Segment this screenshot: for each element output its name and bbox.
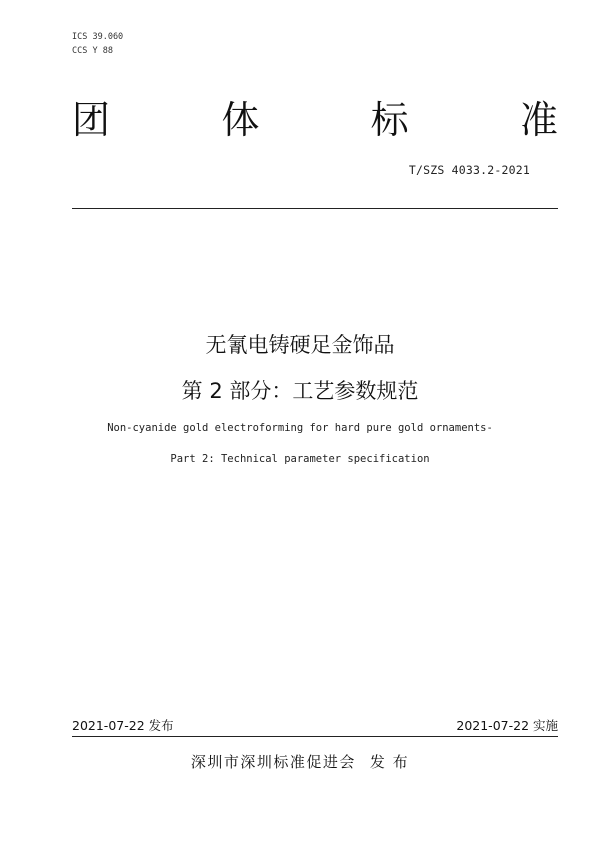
top-divider <box>72 208 558 209</box>
standard-type-char-3: 标 <box>370 98 409 142</box>
ics-code: ICS 39.060 <box>72 32 124 42</box>
publisher-line <box>0 751 600 772</box>
standard-type-char-4: 准 <box>519 98 558 142</box>
publish-action: 发 布 <box>369 753 410 771</box>
title-chinese-line-1: 无氰电铸硬足金饰品 <box>205 333 395 357</box>
title-english-line-2: Part 2: Technical parameter specification <box>170 453 430 465</box>
bottom-divider <box>72 736 558 737</box>
issue-date: 2021-07-22 发布 <box>72 718 174 733</box>
classification-codes <box>72 30 123 58</box>
implementation-date: 2021-07-22 实施 <box>456 718 558 733</box>
standard-type-heading <box>72 96 558 144</box>
standard-number: T/SZS 4033.2-2021 <box>408 163 530 177</box>
title-chinese-line-2: 第 2 部分：工艺参数规范 <box>181 379 419 403</box>
publisher-name: 深圳市深圳标准促进会 <box>190 753 356 771</box>
ccs-code: CCS Y 88 <box>72 46 113 56</box>
standard-type-char-2: 体 <box>221 98 260 142</box>
title-english-line-1: Non-cyanide gold electroforming for hard pure gold ornaments- <box>107 422 493 434</box>
standard-type-char-1: 团 <box>72 98 111 142</box>
